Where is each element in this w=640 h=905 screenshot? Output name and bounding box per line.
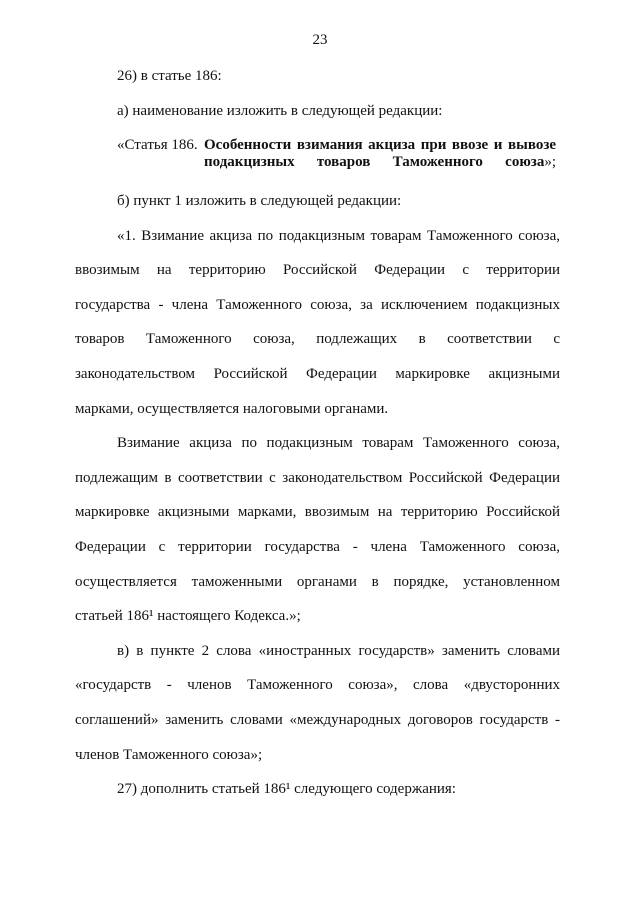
- paragraph-1-line: ввозимым на территорию Российской Федерации с территории: [75, 262, 560, 279]
- article-title-bold-1: Особенности взимания акциза при ввозе и вывозе: [204, 137, 556, 153]
- paragraph-2-line: подлежащим в соответствии с законодательством Российской Федерации: [75, 469, 560, 486]
- article-title-line-2: [204, 154, 556, 171]
- item-27-line: 27) дополнить статьей 186¹ следующего содержания:: [117, 781, 456, 798]
- subitem-v: [75, 634, 560, 772]
- subitem-v-line: в) в пункте 2 слова «иностранных государств» заменить словами: [117, 642, 560, 659]
- article-title-line-1: [204, 137, 556, 154]
- intro-block: [75, 59, 560, 128]
- paragraph-2-line: Взимание акциза по подакцизным товарам Таможенного союза,: [117, 435, 560, 452]
- subitem-b-line: б) пункт 1 изложить в следующей редакции:: [117, 193, 402, 209]
- article-title-suffix: »;: [544, 154, 556, 171]
- paragraph-2-line: Федерации с территории государства - члена Таможенного союза,: [75, 538, 560, 555]
- paragraph-2-line: осуществляется таможенными органами в порядке, установленном: [75, 573, 560, 590]
- subitem-a-line: а) наименование изложить в следующей редакции:: [117, 102, 443, 119]
- paragraph-2-line: статьей 186¹ настоящего Кодекса.»;: [75, 608, 301, 625]
- subitem-v-line: соглашений» заменить словами «международных договоров государств -: [75, 711, 560, 728]
- paragraph-1-line: государства - члена Таможенного союза, за исключением подакцизных: [75, 296, 560, 313]
- article-title: [117, 137, 556, 172]
- paragraph-1-line: марками, осуществляется налоговыми органами.: [75, 400, 389, 417]
- subitem-v-line: членов Таможенного союза»;: [75, 746, 263, 763]
- paragraph-1: [75, 219, 560, 427]
- article-title-bold-2: подакцизных товаров Таможенного союза: [204, 154, 545, 171]
- paragraph-1-line: товаров Таможенного союза, подлежащих в соответствии с: [75, 331, 560, 348]
- main-text-block: [75, 184, 560, 807]
- paragraph-1-line: законодательством Российской Федерации маркировке акцизными: [75, 365, 560, 382]
- article-title-prefix: «Статья 186.: [117, 137, 198, 153]
- paragraph-1-line: «1. Взимание акциза по подакцизным товарам Таможенного союза,: [117, 227, 560, 244]
- subitem-v-line: «государств - членов Таможенного союза», слова «двусторонних: [75, 677, 560, 694]
- page-number: 23: [312, 32, 328, 48]
- article-title-body: [204, 137, 556, 172]
- item-26-line: 26) в статье 186:: [117, 68, 222, 84]
- paragraph-2-line: маркировке акцизными марками, ввозимым на территорию Российской: [75, 504, 560, 521]
- paragraph-2: [75, 426, 560, 634]
